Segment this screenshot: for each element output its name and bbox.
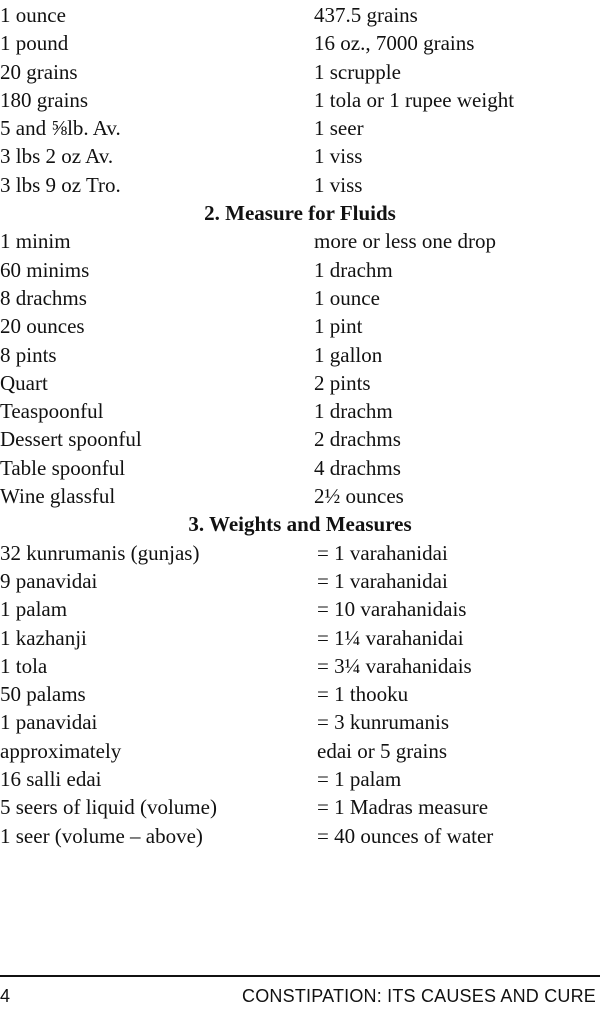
row-equivalent: = 10 varahanidais	[317, 597, 467, 622]
row-equivalent: = 1 Madras measure	[317, 795, 489, 820]
footer-divider	[0, 975, 600, 977]
table-row	[0, 86, 600, 114]
row-equivalent: = 1 varahanidai	[317, 540, 448, 565]
running-title: CONSTIPATION: ITS CAUSES AND CURE	[242, 986, 596, 1006]
table-row	[0, 624, 600, 652]
row-quantity: 20 grains	[0, 59, 78, 84]
row-quantity: 20 ounces	[0, 314, 85, 339]
page-footer	[0, 984, 600, 1008]
table-row	[0, 595, 600, 623]
row-quantity: 8 drachms	[0, 285, 87, 310]
row-quantity: 16 salli edai	[0, 767, 102, 792]
row-equivalent: = 1 varahanidai	[317, 568, 448, 593]
row-quantity: 9 panavidai	[0, 568, 98, 593]
row-equivalent: 2½ ounces	[314, 484, 404, 509]
row-equivalent: = 1¼ varahanidai	[317, 625, 464, 650]
table-row	[0, 284, 600, 312]
row-quantity: 1 panavidai	[0, 710, 98, 735]
table-row	[0, 142, 600, 170]
table-row	[0, 227, 600, 255]
row-equivalent: 2 drachms	[314, 427, 401, 452]
table-row	[0, 1, 600, 29]
row-equivalent: 16 oz., 7000 grains	[314, 31, 475, 56]
table-row	[0, 29, 600, 57]
row-equivalent: 437.5 grains	[314, 3, 418, 27]
table-row	[0, 171, 600, 199]
table-row	[0, 737, 600, 765]
row-equivalent: 4 drachms	[314, 455, 401, 480]
table-row	[0, 482, 600, 510]
row-equivalent: 1 ounce	[314, 285, 380, 310]
row-equivalent: more or less one drop	[314, 229, 496, 254]
row-quantity: Wine glassful	[0, 484, 116, 509]
table-row	[0, 680, 600, 708]
table-row	[0, 425, 600, 453]
table-row	[0, 652, 600, 680]
row-quantity: 3 lbs 9 oz Tro.	[0, 172, 121, 197]
row-quantity: 5 and ⅝lb. Av.	[0, 116, 121, 141]
row-equivalent: 1 drachm	[314, 399, 393, 424]
weights-table	[0, 0, 600, 199]
table-row	[0, 397, 600, 425]
table-row	[0, 58, 600, 86]
fluids-table	[0, 227, 600, 510]
weights-measures-table	[0, 539, 600, 850]
table-row	[0, 341, 600, 369]
row-equivalent: 2 pints	[314, 370, 371, 395]
table-row	[0, 793, 600, 821]
row-quantity: 180 grains	[0, 87, 89, 112]
row-equivalent: = 1 thooku	[317, 682, 409, 707]
table-row	[0, 539, 600, 567]
row-equivalent: 1 seer	[314, 116, 364, 141]
table-row	[0, 369, 600, 397]
row-equivalent: = 1 palam	[317, 767, 402, 792]
row-quantity: 1 seer (volume – above)	[0, 823, 203, 848]
row-equivalent: = 3¼ varahanidais	[317, 653, 472, 678]
table-row	[0, 567, 600, 595]
table-row	[0, 114, 600, 142]
row-quantity: Teaspoonful	[0, 399, 104, 424]
table-row	[0, 454, 600, 482]
table-row	[0, 256, 600, 284]
row-equivalent: 1 viss	[314, 172, 363, 197]
row-quantity: 8 pints	[0, 342, 57, 367]
table-row	[0, 312, 600, 340]
row-quantity: 1 kazhanji	[0, 625, 87, 650]
section-heading-weights-measures: 3. Weights and Measures	[188, 512, 412, 537]
row-quantity: 1 palam	[0, 597, 68, 622]
row-quantity: 60 minims	[0, 257, 90, 282]
page-number: 4	[0, 986, 11, 1006]
row-equivalent: = 3 kunrumanis	[317, 710, 449, 735]
table-row	[0, 765, 600, 793]
row-quantity: 1 minim	[0, 229, 71, 254]
row-equivalent: 1 pint	[314, 314, 363, 339]
row-quantity: Table spoonful	[0, 455, 126, 480]
row-equivalent: 1 scrupple	[314, 59, 401, 84]
row-equivalent: 1 viss	[314, 144, 363, 169]
row-equivalent: 1 gallon	[314, 342, 383, 367]
row-equivalent: 1 drachm	[314, 257, 393, 282]
row-equivalent: = 40 ounces of water	[317, 823, 494, 848]
row-quantity: 50 palams	[0, 682, 86, 707]
row-quantity: Dessert spoonful	[0, 427, 142, 452]
row-quantity: 5 seers of liquid (volume)	[0, 795, 217, 820]
row-quantity: 1 ounce	[0, 3, 66, 27]
row-quantity: Quart	[0, 370, 48, 395]
section-heading-fluids: 2. Measure for Fluids	[204, 201, 396, 226]
table-row	[0, 708, 600, 736]
row-quantity: 32 kunrumanis (gunjas)	[0, 540, 200, 565]
row-quantity: 1 pound	[0, 31, 69, 56]
row-quantity: 3 lbs 2 oz Av.	[0, 144, 114, 169]
row-quantity: 1 tola	[0, 653, 48, 678]
table-row	[0, 822, 600, 850]
row-equivalent: 1 tola or 1 rupee weight	[314, 87, 515, 112]
row-equivalent: edai or 5 grains	[317, 738, 448, 763]
row-quantity: approximately	[0, 738, 122, 763]
